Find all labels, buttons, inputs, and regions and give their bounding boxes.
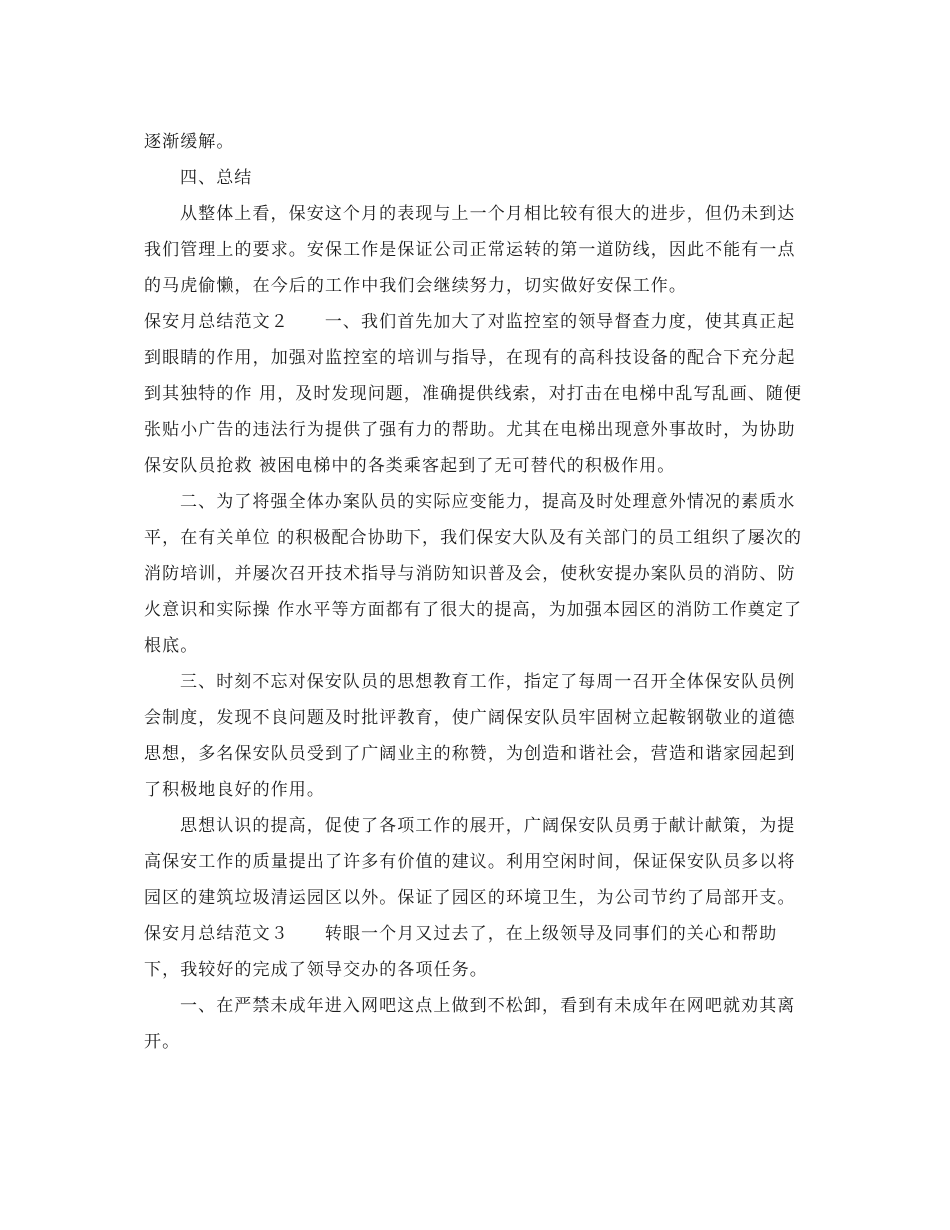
paragraph: 三、时刻不忘对保安队员的思想教育工作，指定了每周一召开全体保安队员例会制度，发现不良问题及时批评教育，使广阔保安队员牢固树立起鞍钢敬业的道德思想，多名保安队员受到了广阔业主的称赞，为创造和谐社会，营造和谐家园起到了积极地良好的作用。 <box>144 672 796 800</box>
sample-heading: 保安月总结范文２ <box>144 312 289 332</box>
paragraph: 二、为了将强全体办案队员的实际应变能力，提高及时处理意外情况的素质水平，在有关单位 的积极配合协助下，我们保安大队及有关部门的员工组织了屡次的消防培训，并屡次召开技术指导与消防知识普及会，使秋安提办案队员的消防、防火意识和实际操 作水平等方面都有了很大的提高，为加强本园区的消防工作奠定了根底。 <box>144 492 803 656</box>
sample-heading: 保安月总结范文３ <box>144 924 289 944</box>
document-body <box>144 124 804 1060</box>
paragraph-with-heading <box>144 304 804 484</box>
paragraph-text: 一、我们首先加大了对监控室的领导督查力度，使其真正起到眼睛的作用，加强对监控室的培训与指导，在现有的高科技设备的配合下充分起到其独特的作 用，及时发现问题，准确提供线索，对打击在电梯中乱写乱画、随便张贴小广告的违法行为提供了强有力的帮助。尤其在电梯出现意外事故时，为协助保安队员抢救 被困电梯中的各类乘客起到了无可替代的积极作用。 <box>144 312 803 476</box>
paragraph: 一、在严禁未成年进入网吧这点上做到不松卸，看到有未成年在网吧就劝其离开。 <box>144 996 796 1052</box>
paragraph: 思想认识的提高，促使了各项工作的展开，广阔保安队员勇于献计献策，为提高保安工作的质量提出了许多有价值的建议。利用空闲时间，保证保安队员多以将园区的建筑垃圾清运园区以外。保证了园区的环境卫生，为公司节约了局部开支。 <box>144 816 796 908</box>
paragraph-text: 转眼一个月又过去了，在上级领导及同事们的关心和帮助下，我较好的完成了领导交办的各项任务。 <box>144 924 778 980</box>
paragraph: 逐渐缓解。 <box>144 132 235 152</box>
paragraph-with-heading <box>144 916 804 988</box>
paragraph: 从整体上看，保安这个月的表现与上一个月相比较有很大的进步，但仍未到达我们管理上的要求。安保工作是保证公司正常运转的第一道防线，因此不能有一点的马虎偷懒，在今后的工作中我们会继续努力，切实做好安保工作。 <box>144 204 796 296</box>
section-heading: 四、总结 <box>180 168 253 188</box>
